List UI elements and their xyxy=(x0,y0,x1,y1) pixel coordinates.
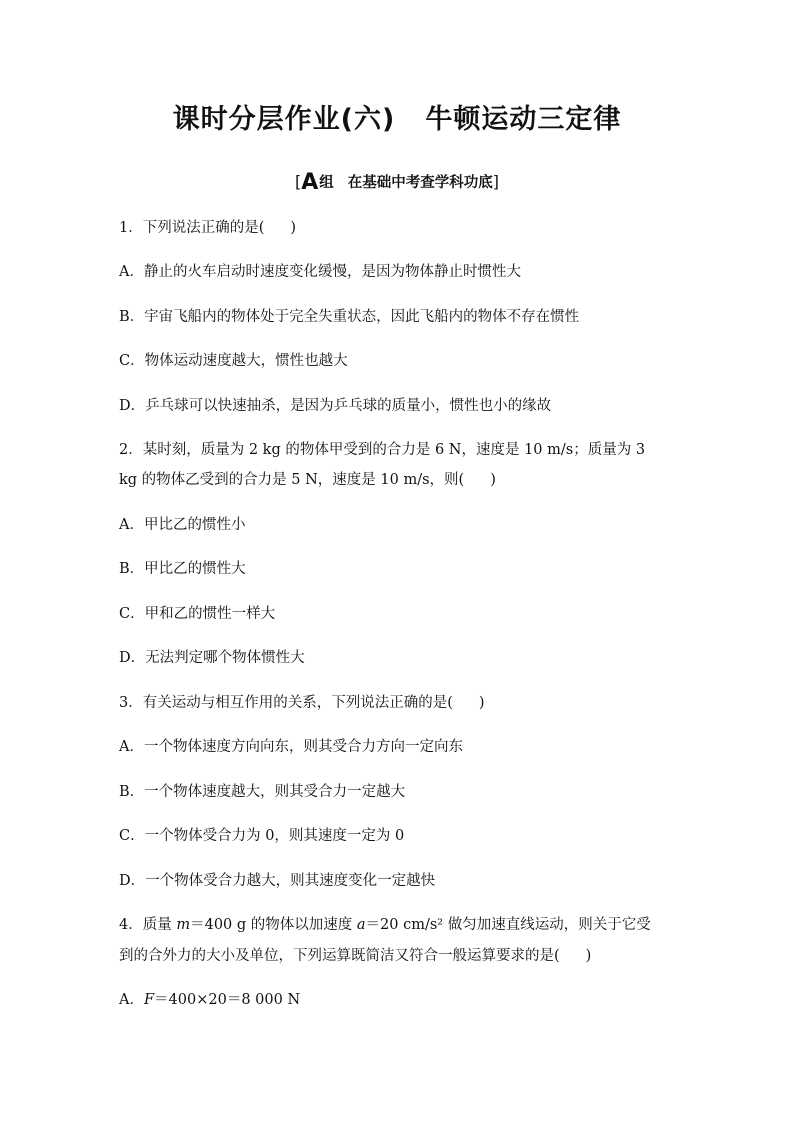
q4-stem-line1: 4．质量 m＝400 g 的物体以加速度 a＝20 cm/s² 做匀加速直线运动，则关于它受 xyxy=(119,917,651,933)
section-bracket-close: ] xyxy=(492,172,500,191)
q4-stem-line2: 到的合外力的大小及单位，下列运算既简洁又符合一般运算要求的是( ) xyxy=(119,948,592,964)
q1-option-c: C．物体运动速度越大，惯性也越大 xyxy=(119,353,348,369)
page-title xyxy=(0,97,794,136)
q2-option-b: B．甲比乙的惯性大 xyxy=(119,561,246,577)
title-main: 课时分层作业(六) xyxy=(172,104,396,135)
q1-option-b: B．宇宙飞船内的物体处于完全失重状态，因此飞船内的物体不存在惯性 xyxy=(119,309,580,325)
q1-stem: 1．下列说法正确的是( ) xyxy=(119,220,297,236)
group-letter: A xyxy=(301,170,319,195)
q4-option-a: A．F＝400×20＝8 000 N xyxy=(119,992,301,1008)
section-desc: 在基础中考查学科功底 xyxy=(347,175,493,191)
group-word: 组 xyxy=(319,175,334,191)
q3-option-b: B．一个物体速度越大，则其受合力一定越大 xyxy=(119,784,406,800)
title-sub: 牛顿运动三定律 xyxy=(425,104,622,135)
q3-option-c: C．一个物体受合力为 0，则其速度一定为 0 xyxy=(119,828,405,844)
q2-stem-line2: kg 的物体乙受到的合力是 5 N，速度是 10 m/s，则( ) xyxy=(119,472,496,488)
q3-stem: 3．有关运动与相互作用的关系，下列说法正确的是( ) xyxy=(119,695,485,711)
section-bracket-open: [ xyxy=(294,172,302,191)
q2-option-d: D．无法判定哪个物体惯性大 xyxy=(119,650,305,666)
q1-option-d: D．乒乓球可以快速抽杀，是因为乒乓球的质量小，惯性也小的缘故 xyxy=(119,398,552,414)
q2-option-a: A．甲比乙的惯性小 xyxy=(119,517,246,533)
q2-option-c: C．甲和乙的惯性一样大 xyxy=(119,606,276,622)
q1-option-a: A．静止的火车启动时速度变化缓慢，是因为物体静止时惯性大 xyxy=(119,264,521,280)
q3-option-a: A．一个物体速度方向向东，则其受合力方向一定向东 xyxy=(119,739,463,755)
section-header xyxy=(0,170,794,195)
q2-stem-line1: 2．某时刻，质量为 2 kg 的物体甲受到的合力是 6 N，速度是 10 m/s；质量为 3 xyxy=(119,442,646,458)
q3-option-d: D．一个物体受合力越大，则其速度变化一定越快 xyxy=(119,873,436,889)
